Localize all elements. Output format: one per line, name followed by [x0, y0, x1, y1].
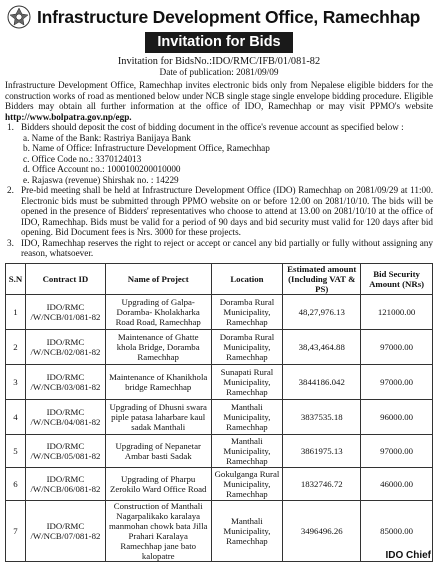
intro-text: Infrastructure Development Office, Ramechhap invites electronic bids only from Nepalese eligible bidders for the construction works of road as mentioned below under NCB single stage single envelope bidding procedure. Eligible Bidders may obtain all further information at the office of IDO, Ramechhap or may visit PPMO's website	[5, 80, 433, 112]
cell-security: 96000.00	[361, 399, 433, 434]
bank-name: a. Name of the Bank: Rastriya Banijaya Bank	[23, 132, 191, 143]
cell-location: Gokulganga Rural Municipality, Ramechhap	[211, 467, 283, 500]
header-project: Name of Project	[105, 263, 211, 294]
cell-contract-id: IDO/RMC /W/NCB/05/081-82	[25, 434, 105, 467]
cell-contract-id: IDO/RMC /W/NCB/03/081-82	[25, 364, 105, 399]
cell-security: 121000.00	[361, 294, 433, 329]
cell-estimate: 3844186.042	[283, 364, 361, 399]
table-row	[6, 294, 433, 329]
cell-sn: 6	[6, 467, 26, 500]
cell-project: Construction of Manthali Nagarpalikako karalaya manmohan chowk bata Jilla Prahari Karalaya Ramechhap jane bato kalopatre	[105, 500, 211, 561]
banner-container	[5, 32, 433, 54]
cell-project: Maintenance of Khanikhola bridge Ramechhap	[105, 364, 211, 399]
table-row	[6, 364, 433, 399]
cell-contract-id: IDO/RMC /W/NCB/04/081-82	[25, 399, 105, 434]
office-name: b. Name of Office: Infrastructure Development Office, Ramechhap	[23, 143, 270, 154]
point-number: 1.	[7, 122, 14, 133]
projects-table	[5, 263, 433, 562]
cell-location: Doramba Rural Municipality, Ramechhap	[211, 329, 283, 364]
header-security: Bid Security Amount (NRs)	[361, 263, 433, 294]
revenue-heading: e. Rajaswa (revenue) Shirshak no. : 14229	[23, 174, 179, 185]
intro-paragraph	[5, 80, 433, 122]
cell-location: Doramba Rural Municipality, Ramechhap	[211, 294, 283, 329]
cell-project: Upgrading of Galpa- Doramba- Kholakharka Road Road, Ramechhap	[105, 294, 211, 329]
cell-sn: 4	[6, 399, 26, 434]
cell-contract-id: IDO/RMC /W/NCB/07/081-82	[25, 500, 105, 561]
cell-security: 97000.00	[361, 434, 433, 467]
point-number: 3.	[7, 237, 14, 248]
website-link[interactable]: http://www.bolpatra.gov.np/egp.	[5, 111, 132, 122]
office-title: Infrastructure Development Office, Ramechhap	[37, 6, 421, 27]
cell-security: 46000.00	[361, 467, 433, 500]
table-row	[6, 467, 433, 500]
header	[5, 4, 433, 30]
table-row	[6, 500, 433, 561]
cell-project: Upgrading of Pharpu Zerokilo Ward Office Road	[105, 467, 211, 500]
cell-project: Maintenance of Ghatte khola Bridge, Doramba Ramechhap	[105, 329, 211, 364]
cell-contract-id: IDO/RMC /W/NCB/01/081-82	[25, 294, 105, 329]
cell-security: 85000.00	[361, 500, 433, 561]
table-row	[6, 434, 433, 467]
office-code: c. Office Code no.: 3370124013	[23, 153, 142, 164]
cell-location: Manthali Municipality, Ramechhap	[211, 434, 283, 467]
cell-sn: 7	[6, 500, 26, 561]
table-row	[6, 399, 433, 434]
signature: IDO Chief	[385, 550, 431, 561]
cell-location: Manthali Municipality, Ramechhap	[211, 500, 283, 561]
point-2	[5, 185, 433, 238]
cell-location: Sunapati Rural Municipality, Ramechhap	[211, 364, 283, 399]
point-text: Pre-bid meeting shall be held at Infrastructure Development Office (IDO) Ramechhap on 2081/09/29 at 11:00. Electronic bids must be submitted through PPMO website on or before 12.00 on 2081/10/10. The bids will be opened in the presence of Bidders' representatives who choose to attend at 13.00 on 2081/10/10 at the office of IDO, Ramechhap. Bids must be valid for a period of 90 days and bid security must valid for 120 days after bid opening. Bid Document fees is Nrs. 3000 for these projects.	[21, 185, 433, 238]
cell-estimate: 3496496.26	[283, 500, 361, 561]
bid-number: Invitation for BidsNo.:IDO/RMC/IFB/01/081-82	[117, 56, 321, 67]
cell-estimate: 3861975.13	[283, 434, 361, 467]
cell-sn: 1	[6, 294, 26, 329]
point-text: Bidders should deposit the cost of bidding document in the office's revenue account as specified below :	[21, 122, 404, 133]
cell-sn: 5	[6, 434, 26, 467]
point-number: 2.	[7, 185, 14, 196]
cell-estimate: 1832746.72	[283, 467, 361, 500]
header-location: Location	[211, 263, 283, 294]
header-estimate: Estimated amount (Including VAT & PS)	[283, 263, 361, 294]
cell-sn: 3	[6, 364, 26, 399]
cell-location: Manthali Municipality, Ramechhap	[211, 399, 283, 434]
cell-project: Upgrading of Nepanetar Ambar basti Sadak	[105, 434, 211, 467]
cell-contract-id: IDO/RMC /W/NCB/02/081-82	[25, 329, 105, 364]
table-row	[6, 329, 433, 364]
header-contract-id: Contract ID	[25, 263, 105, 294]
cell-project: Upgrading of Dhusni swara piple patasa laharbare kaul sadak Manthali	[105, 399, 211, 434]
publication-date: Date of publication: 2081/09/09	[159, 68, 279, 78]
cell-contract-id: IDO/RMC /W/NCB/06/081-82	[25, 467, 105, 500]
invitation-banner: Invitation for Bids	[145, 32, 292, 53]
cell-sn: 2	[6, 329, 26, 364]
office-account: d. Office Account no.: 1000100200010000	[23, 164, 181, 175]
cell-security: 97000.00	[361, 329, 433, 364]
cell-estimate: 38,43,464.88	[283, 329, 361, 364]
point-3	[5, 238, 433, 259]
cell-estimate: 3837535.18	[283, 399, 361, 434]
table-header-row	[6, 263, 433, 294]
government-emblem-icon	[7, 5, 31, 29]
cell-estimate: 48,27,976.13	[283, 294, 361, 329]
bank-details-list	[19, 133, 433, 186]
header-sn: S.N	[6, 263, 26, 294]
cell-security: 97000.00	[361, 364, 433, 399]
point-1	[5, 122, 433, 133]
point-text: IDO, Ramechhap reserves the right to reject or accept or cancel any bid partially or fully without assigning any reason, whatsoever.	[21, 237, 433, 259]
